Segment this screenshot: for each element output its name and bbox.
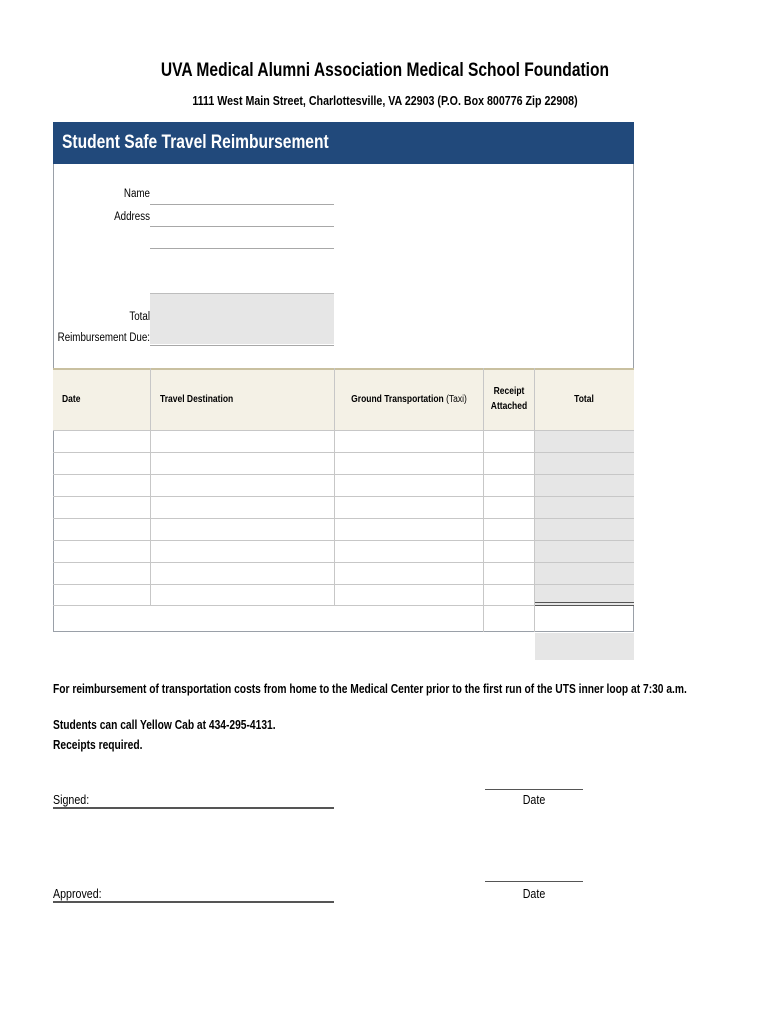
signed-label: Signed: <box>53 792 90 807</box>
name-label: Name <box>123 188 150 200</box>
approved-date-label: Date <box>522 886 546 901</box>
row-divider <box>53 430 634 431</box>
column-divider <box>334 368 335 605</box>
column-header-date: Date <box>62 394 81 405</box>
approved-date-line[interactable] <box>485 881 583 882</box>
ground-transportation-note: (Taxi) <box>446 394 467 405</box>
column-divider <box>483 368 484 632</box>
total-double-rule <box>535 602 634 603</box>
signed-date-line[interactable] <box>485 789 583 790</box>
yellow-cab-note: Students can call Yellow Cab at 434-295-4131. <box>53 718 276 732</box>
purpose-note: For reimbursement of transportation costs from home to the Medical Center prior to the first run of the UTS inner loop at 7:30 a.m. <box>53 682 687 696</box>
approved-label: Approved: <box>53 886 102 901</box>
row-divider <box>53 584 634 585</box>
row-divider <box>53 562 634 563</box>
total-label: Total <box>129 311 150 323</box>
signed-line[interactable] <box>53 807 334 809</box>
row-divider <box>53 540 634 541</box>
column-header-ground-transportation <box>346 394 472 405</box>
column-divider <box>150 368 151 605</box>
organization-address: 1111 West Main Street, Charlottesville, VA 22903 (P.O. Box 800776 Zip 22908) <box>192 93 578 108</box>
approved-line[interactable] <box>53 901 334 903</box>
grand-total-cell[interactable] <box>535 633 634 660</box>
address-field-line-2[interactable] <box>150 248 334 249</box>
column-divider <box>534 368 535 632</box>
row-divider <box>53 496 634 497</box>
reimbursement-due-label: Reimbursement Due: <box>57 332 150 344</box>
total-double-rule <box>535 605 634 606</box>
ground-transportation-label: Ground Transportation <box>351 394 444 405</box>
signed-date-label: Date <box>522 792 546 807</box>
name-field[interactable] <box>150 204 334 205</box>
column-header-travel-destination: Travel Destination <box>160 394 234 405</box>
row-divider <box>53 474 634 475</box>
form-title: Student Safe Travel Reimbursement <box>62 132 329 153</box>
address-label: Address <box>114 211 150 223</box>
receipts-note: Receipts required. <box>53 738 143 752</box>
address-field-line-1[interactable] <box>150 226 334 227</box>
column-header-receipt: Receipt <box>493 386 525 397</box>
organization-title: UVA Medical Alumni Association Medical School Foundation <box>160 60 610 81</box>
column-header-attached: Attached <box>490 401 528 412</box>
row-divider <box>53 518 634 519</box>
total-field-underline <box>150 345 334 346</box>
row-divider <box>53 452 634 453</box>
total-reimbursement-box[interactable] <box>150 293 334 344</box>
column-header-total: Total <box>574 394 594 405</box>
